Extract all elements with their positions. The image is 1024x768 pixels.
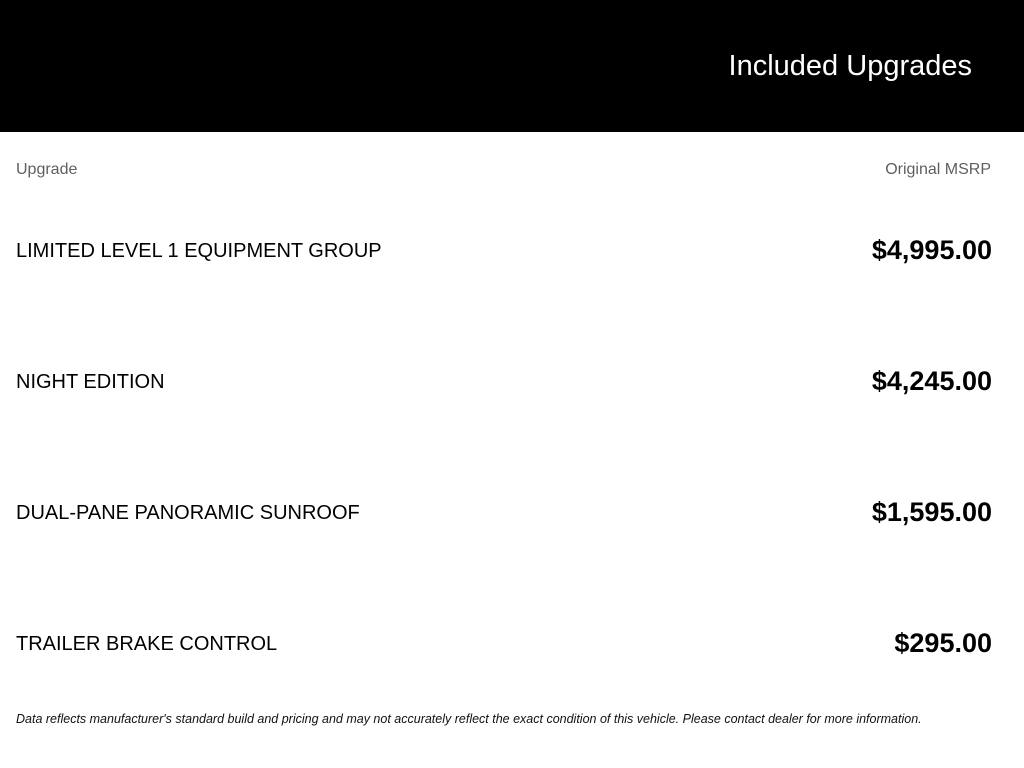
column-header-msrp: Original MSRP — [885, 161, 991, 178]
upgrade-name: TRAILER BRAKE CONTROL — [16, 633, 278, 655]
upgrade-price: $295.00 — [894, 628, 992, 658]
upgrade-price: $4,995.00 — [871, 235, 992, 265]
upgrade-price: $1,595.00 — [871, 497, 992, 527]
upgrade-name: LIMITED LEVEL 1 EQUIPMENT GROUP — [16, 240, 382, 262]
disclaimer-text: Data reflects manufacturer's standard build and pricing and may not accurately reflect the exact condition of this vehicle. Please contact dealer for more information. — [16, 712, 922, 726]
upgrade-row — [16, 492, 992, 532]
column-header-upgrade: Upgrade — [16, 161, 78, 178]
upgrade-price: $4,245.00 — [871, 366, 992, 396]
page-title: Included Upgrades — [728, 50, 972, 82]
header-banner — [0, 0, 1024, 132]
upgrade-name: DUAL-PANE PANORAMIC SUNROOF — [16, 502, 360, 524]
upgrade-row — [16, 623, 992, 663]
upgrade-name: NIGHT EDITION — [16, 371, 165, 393]
upgrade-row — [16, 361, 992, 401]
upgrade-row — [16, 230, 992, 270]
